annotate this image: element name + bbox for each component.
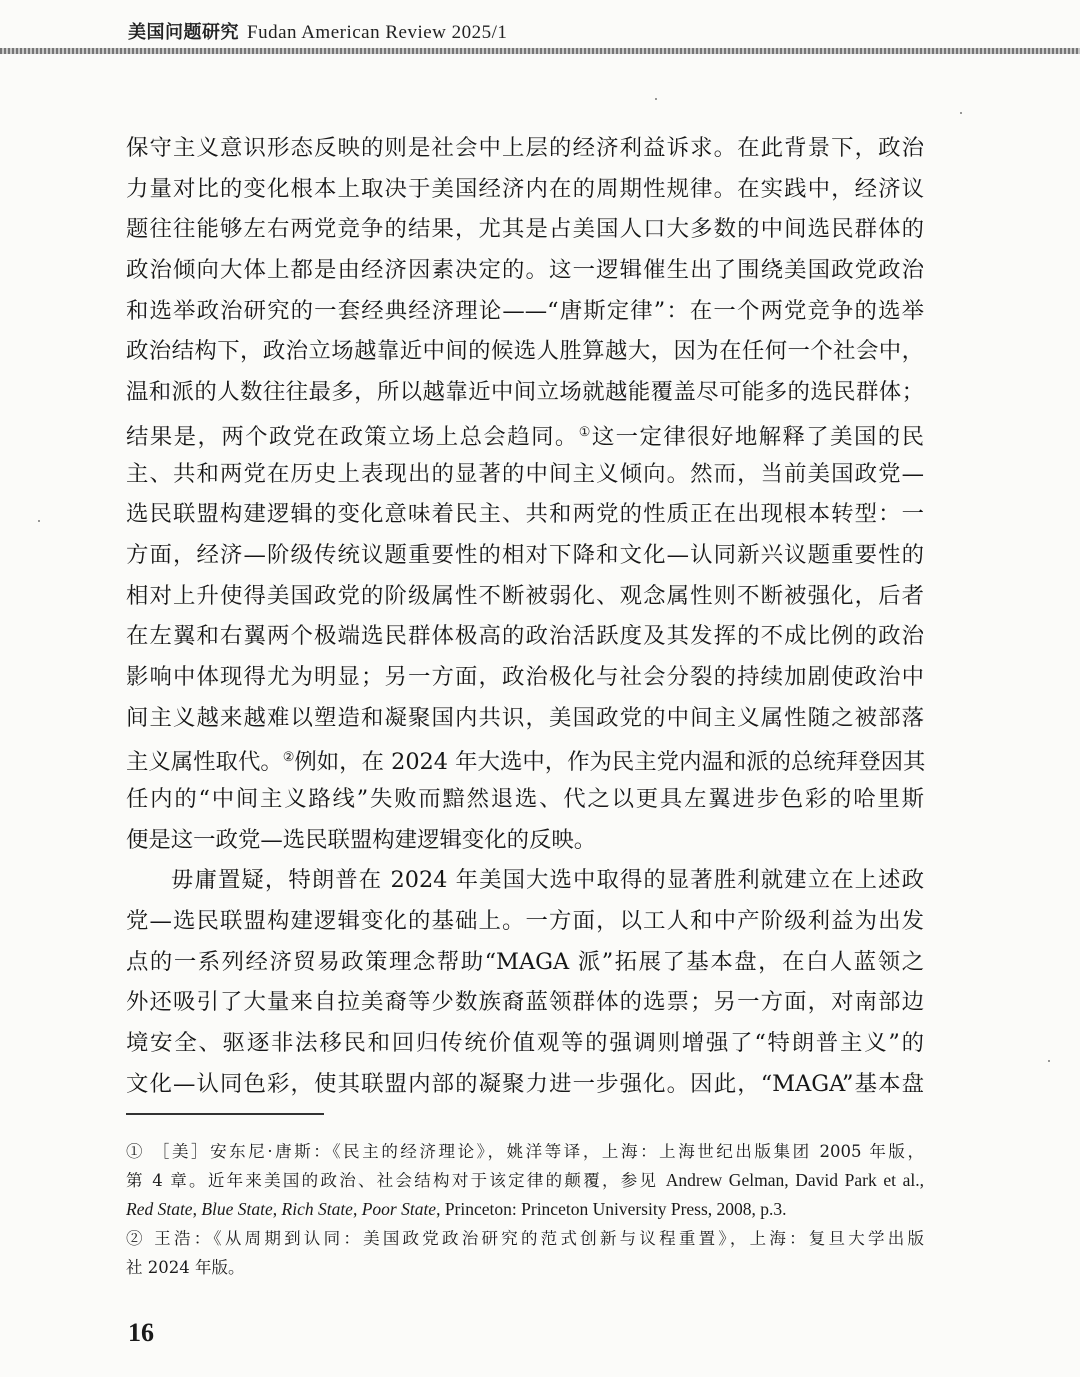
footnote-rule xyxy=(126,1113,324,1115)
footnote-2-line: ② 王浩：《从周期到认同：美国政党政治研究的范式创新与议程重置》，上海：复旦大学出版 xyxy=(126,1229,924,1248)
footnote-ref-1[interactable]: ① xyxy=(578,424,592,440)
body-text xyxy=(126,128,924,1105)
text-line: 和选举政治研究的一套经典经济理论——“唐斯定律”：在一个两党竞争的选举 xyxy=(126,297,924,324)
footnotes xyxy=(126,1137,924,1282)
text-line: 政治倾向大体上都是由经济因素决定的。这一逻辑催生出了围绕美国政党政治 xyxy=(126,257,924,284)
text-line: 题往往能够左右两党竞争的结果，尤其是占美国人口大多数的中间选民群体的 xyxy=(126,216,924,243)
text-line: 方面，经济—阶级传统议题重要性的相对下降和文化—认同新兴议题重要性的 xyxy=(126,541,924,568)
footnote-2-line: 社 2024 年版。 xyxy=(126,1258,245,1277)
separator: , xyxy=(436,1199,445,1219)
book-title-part: Red State xyxy=(126,1199,193,1219)
text-line: 毋庸置疑，特朗普在 2024 年美国大选中取得的显著胜利就建立在上述政 xyxy=(171,867,924,894)
separator: , xyxy=(192,1199,202,1219)
footnote-1-line xyxy=(126,1166,924,1195)
paragraph-1 xyxy=(126,128,924,860)
publisher-info: Princeton: Princeton University Press, 2008, p.3. xyxy=(444,1199,787,1219)
text-line: 选民联盟构建逻辑的变化意味着民主、共和两党的性质正在出现根本转型：一 xyxy=(126,501,924,528)
text-line: 主、共和两党在历史上表现出的显著的中间主义倾向。然而，当前美国政党— xyxy=(126,460,924,487)
separator: , xyxy=(272,1199,282,1219)
text-line: 力量对比的变化根本上取决于美国经济内在的周期性规律。在实践中，经济议 xyxy=(126,175,924,202)
text-segment: 结果是，两个政党在政策立场上总会趋同。 xyxy=(126,423,579,450)
text-line: 保守主义意识形态反映的则是社会中上层的经济利益诉求。在此背景下，政治 xyxy=(126,135,924,161)
text-line: 文化—认同色彩，使其联盟内部的凝聚力进一步强化。因此，“MAGA”基本盘 xyxy=(126,1070,924,1097)
scan-speck xyxy=(960,112,962,114)
footnote-text-cn: 第 4 章。近年来美国的政治、社会结构对于该定律的颠覆，参见 xyxy=(126,1171,666,1190)
book-title-part: Blue State xyxy=(201,1199,273,1219)
text-line: 温和派的人数往往最多，所以越靠近中间立场就越能覆盖尽可能多的选民群体； xyxy=(126,379,924,406)
text-line: 政治结构下，政治立场越靠近中间的候选人胜算越大，因为在任何一个社会中， xyxy=(126,338,924,365)
text-line: 便是这一政党—选民联盟构建逻辑变化的反映。 xyxy=(126,826,597,853)
journal-title-en: Fudan American Review 2025/1 xyxy=(247,22,508,43)
text-line: 间主义越来越难以塑造和凝聚国内共识，美国政党的中间主义属性随之被部落 xyxy=(126,704,924,731)
text-segment: 这一定律很好地解释了美国的民 xyxy=(591,423,925,450)
scan-speck xyxy=(1048,1060,1050,1062)
text-line: 在左翼和右翼两个极端选民群体极高的政治活跃度及其发挥的不成比例的政治 xyxy=(126,623,924,650)
separator: , xyxy=(352,1199,362,1219)
text-line: 境安全、驱逐非法移民和回归传统价值观等的强调则增强了“特朗普主义”的 xyxy=(126,1030,924,1057)
text-line: 相对上升使得美国政党的阶级属性不断被弱化、观念属性则不断被强化，后者 xyxy=(126,582,924,609)
text-line: 点的一系列经济贸易政策理念帮助“MAGA 派”拓展了基本盘，在白人蓝领之 xyxy=(126,948,924,975)
header-rule xyxy=(0,48,1080,54)
text-line: 影响中体现得尤为明显；另一方面，政治极化与社会分裂的持续加剧使政治中 xyxy=(126,663,924,690)
scan-speck xyxy=(38,520,40,522)
text-segment: 主义属性取代。 xyxy=(126,749,283,776)
paragraph-2 xyxy=(126,860,924,1104)
page-number: 16 xyxy=(128,1318,154,1347)
text-line xyxy=(126,413,924,454)
text-line: 党—选民联盟构建逻辑变化的基础上。一方面，以工人和中产阶级利益为出发 xyxy=(126,908,924,935)
footnote-ref-2[interactable]: ② xyxy=(282,750,295,766)
footnote-1-line: ① ［美］安东尼·唐斯：《民主的经济理论》，姚洋等译，上海：上海世纪出版集团 2005 年版， xyxy=(126,1142,924,1161)
book-title-part: Poor State xyxy=(361,1199,437,1219)
journal-title-cn: 美国问题研究 xyxy=(128,22,239,43)
book-title-part: Rich State xyxy=(281,1199,353,1219)
footnote-1-line xyxy=(126,1195,924,1224)
text-line: 外还吸引了大量来自拉美裔等少数族裔蓝领群体的选票；另一方面，对南部边 xyxy=(126,989,924,1016)
running-header xyxy=(128,18,507,44)
footnote-text-en: Andrew Gelman, David Park et al., xyxy=(665,1170,925,1190)
scan-speck xyxy=(655,98,657,100)
text-segment: 例如，在 2024 年大选中，作为民主党内温和派的总统拜登因其 xyxy=(294,749,926,776)
text-line: 任内的“中间主义路线”失败而黯然退选、代之以更具左翼进步色彩的哈里斯 xyxy=(126,786,924,812)
text-line xyxy=(126,738,924,779)
